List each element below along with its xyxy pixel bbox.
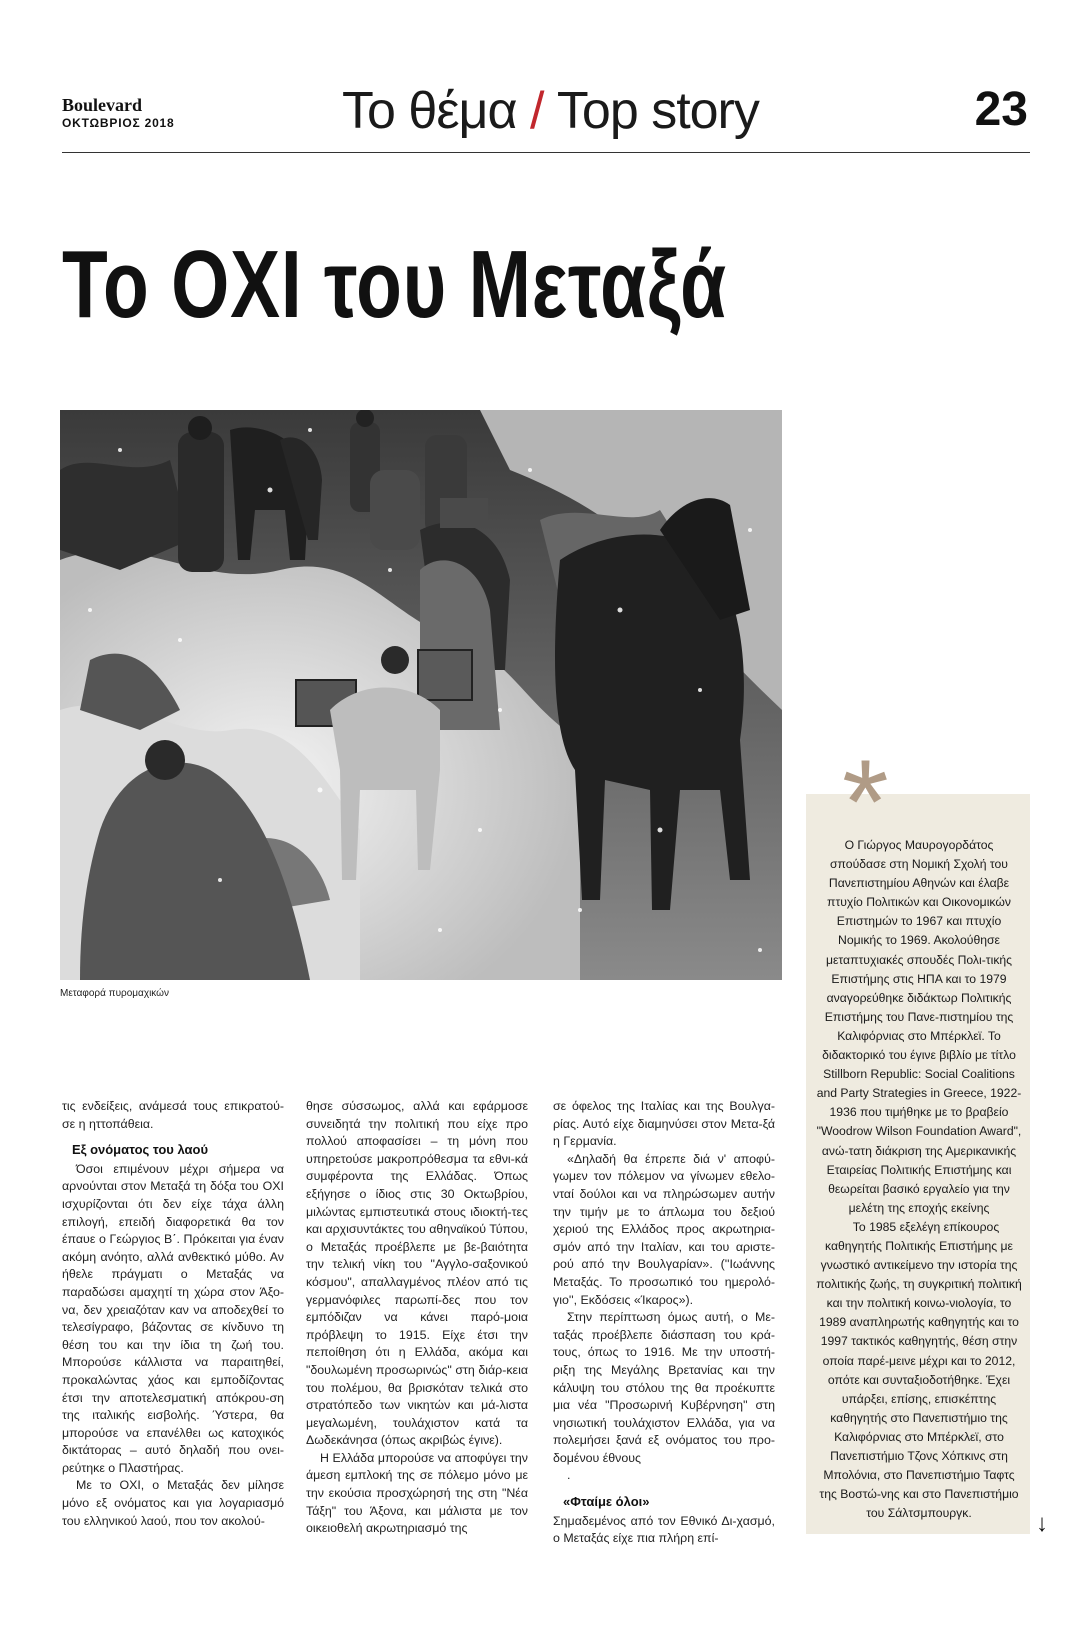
article-paragraph: σε όφελος της Ιταλίας και της Βουλγα-ρίας. Αυτό είχε διαμηνύσει στον Μετα-ξά η Γερμανία. xyxy=(553,1099,775,1149)
article-paragraph: Σημαδεμένος από τον Εθνικό Δι-χασμό, ο Μεταξάς είχε πια πλήρη επί- xyxy=(553,1513,775,1546)
author-bio-text xyxy=(816,836,1022,1523)
article-column-1 xyxy=(62,1098,284,1530)
article-paragraph: τις ενδείξεις, ανάμεσά τους επικρατού-σε η ηττοπάθεια. xyxy=(62,1099,284,1131)
author-bio-paragraph: Το 1985 εξελέγη επίκουρος καθηγητής Πολιτικής Επιστήμης με γνωστικό αντικείμενο την ιστορία της πολιτικής ζωής, τη συγκριτική πολιτική και την πολιτική κοινω-νιολογία, το 1989 αναπληρωτής καθηγητής και το 1997 τακτικός καθηγητής, θέση στην οποία παρέ-μεινε μέχρι και το 2012, οπότε και συνταξιοδοτήθηκε. Έχει υπάρξει, επίσης, επισκέπτης καθηγητής στο Πανεπιστήμιο της Καλιφόρνιας στο Μπέρκλεϊ, στο Πανεπιστήμιο Τζονς Χόπκινς στη Μπολόνια, στο Πανεπιστήμιο Ταφτς της Βοστώ-νης και στο Πανεπιστήμιο του Σάλτσμπουργκ. xyxy=(816,1219,1022,1521)
issue-date: ΟΚΤΩΒΡΙΟΣ 2018 xyxy=(62,116,175,130)
author-bio-paragraph: Ο Γιώργος Μαυρογορδάτος σπούδασε στη Νομική Σχολή του Πανεπιστημίου Αθηνών και έλαβε πτυχίο Πολιτικών και Οικονομικών Επιστημών το 1967 και πτυχίο Νομικής το 1969. Ακολούθησε μεταπτυχιακές σπουδές Πολι-τικής Επιστήμης στις ΗΠΑ και το 1979 αναγορεύθηκε διδάκτωρ Πολιτικής Επιστήμης του Πανε-πιστημίου της Καλιφόρνιας στο Μπέρκλεϊ. Το διδακτορικό του έγινε βιβλίο με τίτλο Stillborn Republic: Social Coalitions and Party Strategies in Greece, 1922-1936 που τιμήθηκε με το βραβείο "Woodrow Wilson Foundation Award", ανώ-τατη διάκριση της Αμερικανικής Εταιρείας Πολιτικής Επιστήμης και θεωρείται βασικό εργαλείο για την μελέτη της εποχής εκείνης xyxy=(816,838,1022,1215)
article-paragraph: Στην περίπτωση όμως αυτή, ο Με-ταξάς προέβλεπε διάσπαση του κρά-τους, όπως το 1916. Με την υποστή-ριξη της Μεγάλης Βρετανίας και την κάλυψη του στόλου της θα προέκυπτε μια νέα "Προσωρινή Κυβέρνηση" στη νησιωτική τουλάχιστον Ελλάδα, για να πολεμήσει ξανά εξ ονόματος του προ-δομένου έθνους xyxy=(553,1310,775,1465)
article-column-2 xyxy=(306,1098,528,1538)
article-column-3 xyxy=(553,1098,775,1548)
article-paragraph: . xyxy=(567,1468,571,1483)
section-title xyxy=(342,80,759,142)
section-title-greek: Το θέμα xyxy=(342,82,517,140)
section-title-english: Top story xyxy=(556,82,759,140)
article-headline: Το ΟΧΙ του Μεταξά xyxy=(62,231,727,338)
article-paragraph: Όσοι επιμένουν μέχρι σήμερα να αρνούνται στον Μεταξά τη δόξα του ΟΧΙ ισχυρίζονται ότι δεν είχε τάχα άλλη επιλογή, επειδή διαφορετικά θα τον έπαυε ο Γεώργιος Β΄. Πρόκειται για έναν ακόμη ανόητο, αλλά ανθεκτικό μύθο. Αν ήθελε πράγματι ο Μεταξάς να παραδώσει αμαχητί τη χώρα στον Άξο-να, δεν χρειαζόταν καν να αποδεχθεί το τελεσίγραφο, βάζοντας σε κίνδυνο τη θέση του και την ίδια τη ζωή του. Μπορούσε κάλλιστα να παραιτηθεί, προκαλώντας χάος και εμποδίζοντας έτσι την αποτελεσματική απόκρου-ση της ιταλικής εισβολής. Ύστερα, θα μπορούσε να επανέλθει ως κατοχικός δικτάτορας – αυτό δηλαδή που ονει-ρεύτηκε ο Πλαστήρας. xyxy=(62,1161,284,1475)
article-paragraph: Με το ΟΧΙ, ο Μεταξάς δεν μίλησε μόνο εξ ονόματος και για λογαριασμό του ελληνικού λαού, που τον ακολού- xyxy=(62,1478,284,1528)
article-paragraph: Η Ελλάδα μπορούσε να αποφύγει την άμεση εμπλοκή της σε πόλεμο μόνο με την εκούσια προσχώρησή της στη "Νέα Τάξη" του Άξονα, και μάλιστα με τον οικειοθελή ακρωτηριασμό της xyxy=(306,1450,528,1536)
continue-arrow-icon: ↓ xyxy=(1036,1510,1048,1537)
article-photo xyxy=(60,410,782,980)
article-paragraph: θησε σύσσωμος, αλλά και εφάρμοσε συνειδητά την πολιτική που είχε προ πολλού αποφασίσει – τη μόνη που υπηρετούσε μακροπρόθεσμα τα εθνι-κά συμφέροντα της Ελλάδας. Όπως εξήγησε ο ίδιος στις 30 Οκτωβρίου, μιλώντας εμπιστευτικά στους ιδιοκτή-τες και αρχισυντάκτες του αθηναϊκού Τύπου, ο Μεταξάς προέβλεπε με βε-βαιότητα την τελική νίκη του "Αγγλο-σαξονικού κόσμου", απαλλαγμένος πλέον από τις γερμανόφιλες παρωπί-δες που τον εμπόδιζαν να κάνει παρό-μοια πρόβλεψη το 1915. Είχε έτσι την πεποίθηση ότι η Ελλάδα, ακόμα και "δουλωμένη προσωρινώς" στη διάρ-κεια του πολέμου, θα βρισκόταν τελικά στο στρατόπεδο των νικητών και μά-λιστα μεγαλωμένη, τουλάχιστον κατά τα Δωδεκάνησα (όπως ακριβώς έγινε). xyxy=(306,1099,528,1448)
page-number: 23 xyxy=(974,83,1028,136)
section-slash: / xyxy=(530,82,544,140)
asterisk-icon: * xyxy=(842,735,889,869)
brand-logo: Boulevard xyxy=(62,95,143,115)
subheading: Εξ ονόματος του λαού xyxy=(72,1142,209,1158)
header-divider xyxy=(62,152,1030,153)
subheading: «Φταίμε όλοι» xyxy=(563,1494,650,1510)
article-paragraph: «Δηλαδή θα έπρεπε διά ν' αποφύ-γωμεν τον πόλεμον να γίνωμεν εθελο-νταί δούλοι και να πληρώσωμεν αυτήν την τιμήν με το άπλωμα του δεξιού χεριού της Ελλάδος προς ακρωτηρια-σμόν από την Ιταλίαν, και του αριστε-ρού από την Βουλγαρίαν». (''Ιωάννης Μεταξάς. Το προσωπικό του ημερολό-γιο'', Εκδόσεις «Ίκαρος»). xyxy=(553,1151,775,1307)
photo-caption: Μεταφορά πυρομαχικών xyxy=(60,988,169,999)
